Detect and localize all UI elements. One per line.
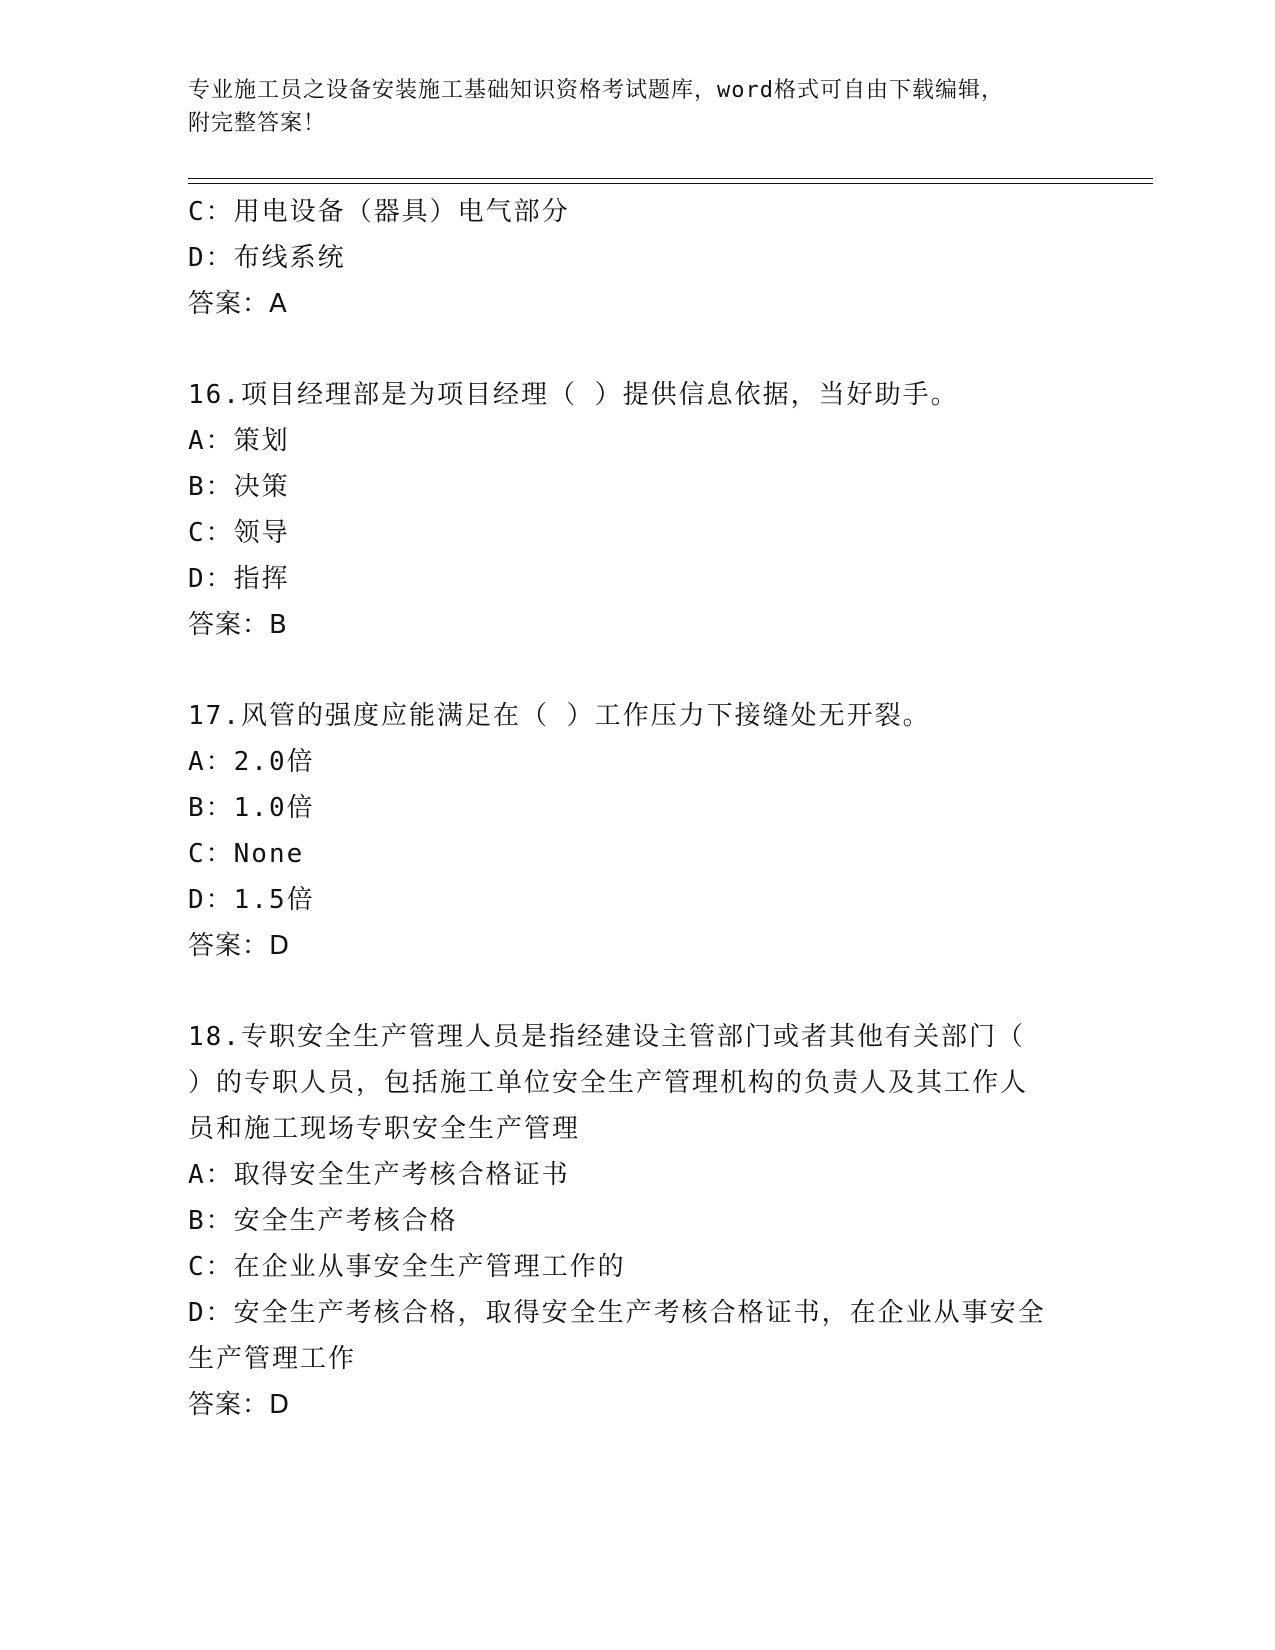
question-list — [188, 189, 1088, 1428]
option-d-line-2: 生产管理工作 — [188, 1344, 357, 1374]
option-d: D：布线系统 — [188, 243, 346, 273]
question-18 — [188, 1014, 1088, 1428]
spacer — [188, 648, 1088, 693]
option-d: D：指挥 — [188, 564, 290, 594]
question-stem-line-3: 员和施工现场专职安全生产管理 — [188, 1114, 581, 1144]
question-15-tail — [188, 189, 1088, 327]
option-c: C：领导 — [188, 518, 290, 548]
option-b: B：1.0倍 — [188, 793, 315, 823]
answer: 答案：D — [188, 931, 291, 961]
question-stem-line-1: 18.专职安全生产管理人员是指经建设主管部门或者其他有关部门（ — [188, 1022, 1025, 1052]
question-stem-line-2: ）的专职人员，包括施工单位安全生产管理机构的负责人及其工作人 — [188, 1068, 1029, 1098]
header-divider-top — [188, 178, 1153, 179]
option-c: C：用电设备（器具）电气部分 — [188, 197, 570, 227]
header-line-2: 附完整答案！ — [188, 111, 327, 136]
answer: 答案：D — [188, 1390, 291, 1420]
spacer — [188, 969, 1088, 1014]
answer: 答案：A — [188, 289, 288, 319]
option-a: A：2.0倍 — [188, 747, 315, 777]
option-a: A：取得安全生产考核合格证书 — [188, 1160, 570, 1190]
option-d: D：1.5倍 — [188, 885, 315, 915]
header-divider-bottom — [188, 183, 1153, 184]
header-line-1: 专业施工员之设备安装施工基础知识资格考试题库，word格式可自由下载编辑， — [188, 78, 1004, 103]
question-stem: 16.项目经理部是为项目经理（ ）提供信息依据，当好助手。 — [188, 380, 959, 410]
option-c: C：在企业从事安全生产管理工作的 — [188, 1252, 626, 1282]
option-d-line-1: D：安全生产考核合格，取得安全生产考核合格证书，在企业从事安全 — [188, 1298, 1046, 1328]
option-b: B：决策 — [188, 472, 290, 502]
option-a: A：策划 — [188, 426, 290, 456]
question-stem: 17.风管的强度应能满足在（ ）工作压力下接缝处无开裂。 — [188, 701, 931, 731]
spacer — [188, 327, 1088, 372]
option-c: C：None — [188, 839, 305, 869]
document-header — [188, 74, 1088, 140]
question-16 — [188, 372, 1088, 648]
option-b: B：安全生产考核合格 — [188, 1206, 458, 1236]
answer: 答案：B — [188, 610, 288, 640]
question-17 — [188, 693, 1088, 969]
